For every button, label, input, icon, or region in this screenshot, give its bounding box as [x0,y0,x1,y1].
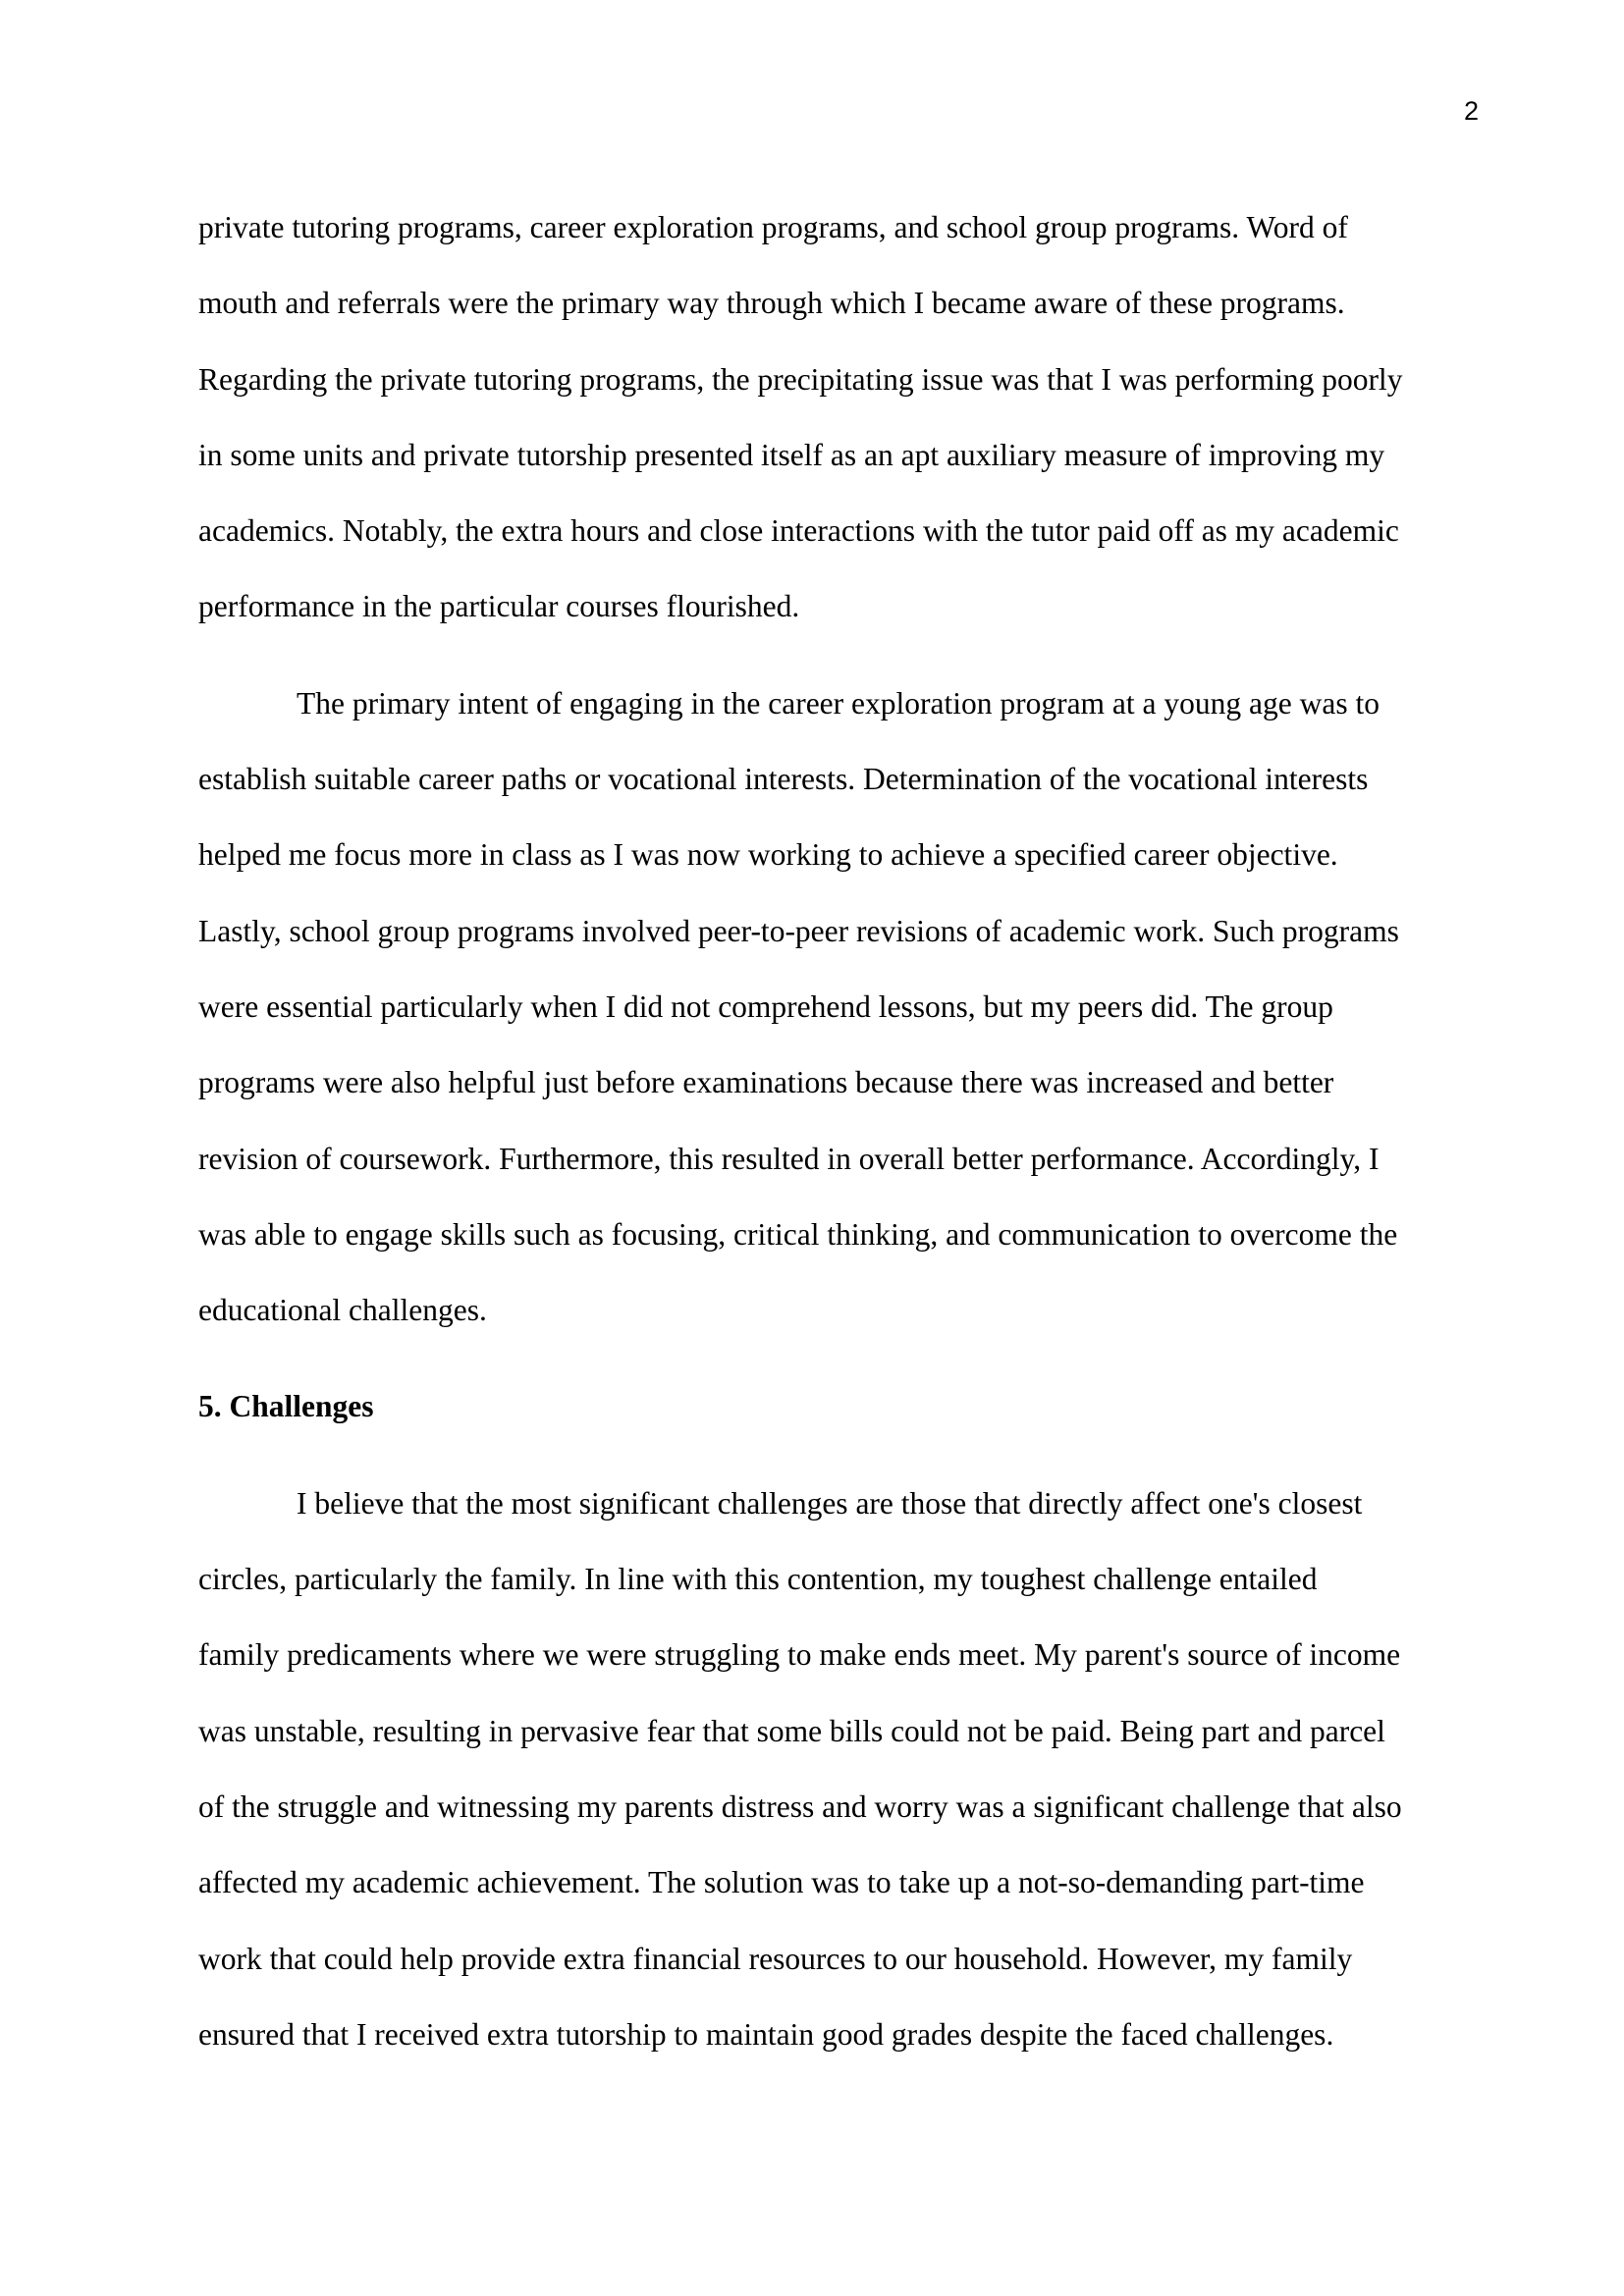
paragraph-career-exploration [198,666,1487,1349]
text-line: academics. Notably, the extra hours and close interactions with the tutor paid off as my academic [198,513,1399,549]
text-line: educational challenges. [198,1293,487,1328]
text-line: work that could help provide extra financial resources to our household. However, my family [198,1941,1353,1976]
text-line: was unstable, resulting in pervasive fear that some bills could not be paid. Being part and parcel [198,1713,1385,1748]
paragraph-spacer [198,1445,1487,1466]
text-line: circles, particularly the family. In line with this contention, my toughest challenge entailed [198,1562,1318,1597]
text-line: family predicaments where we were struggling to make ends meet. My parent's source of income [198,1637,1401,1673]
text-line: Lastly, school group programs involved peer-to-peer revisions of academic work. Such programs [198,913,1399,948]
page-number: 2 [1463,96,1479,126]
text-line: Regarding the private tutoring programs, the precipitating issue was that I was performing poorly [198,361,1403,397]
paragraph-tutoring-programs [198,189,1487,645]
text-line: were essential particularly when I did not comprehend lessons, but my peers did. The group [198,988,1333,1024]
text-line: programs were also helpful just before examinations because there was increased and better [198,1065,1334,1100]
text-line: The primary intent of engaging in the career exploration program at a young age was to [297,685,1380,721]
text-line: affected my academic achievement. The solution was to take up a not-so-demanding part-time [198,1865,1365,1900]
text-line: performance in the particular courses flourished. [198,589,800,624]
paragraph-spacer [198,1348,1487,1368]
text-line: was able to engage skills such as focusing, critical thinking, and communication to overcome the [198,1216,1398,1252]
text-line: in some units and private tutorship presented itself as an apt auxiliary measure of improving my [198,437,1385,472]
text-line: of the struggle and witnessing my parents distress and worry was a significant challenge that also [198,1789,1402,1824]
text-line: I believe that the most significant challenges are those that directly affect one's closest [297,1485,1363,1521]
text-line: establish suitable career paths or vocational interests. Determination of the vocational interests [198,762,1369,797]
document-body [198,189,1487,2072]
section-heading: 5. Challenges [198,1389,374,1424]
text-line: mouth and referrals were the primary way through which I became aware of these programs. [198,286,1345,321]
text-line: private tutoring programs, career exploration programs, and school group programs. Word of [198,210,1348,244]
text-line: ensured that I received extra tutorship to maintain good grades despite the faced challenges. [198,2016,1334,2052]
text-line: helped me focus more in class as I was now working to achieve a specified career objective. [198,837,1338,873]
paragraph-challenges [198,1466,1487,2072]
text-line: revision of coursework. Furthermore, this resulted in overall better performance. Accordingly, I [198,1141,1380,1176]
paragraph-spacer [198,645,1487,666]
